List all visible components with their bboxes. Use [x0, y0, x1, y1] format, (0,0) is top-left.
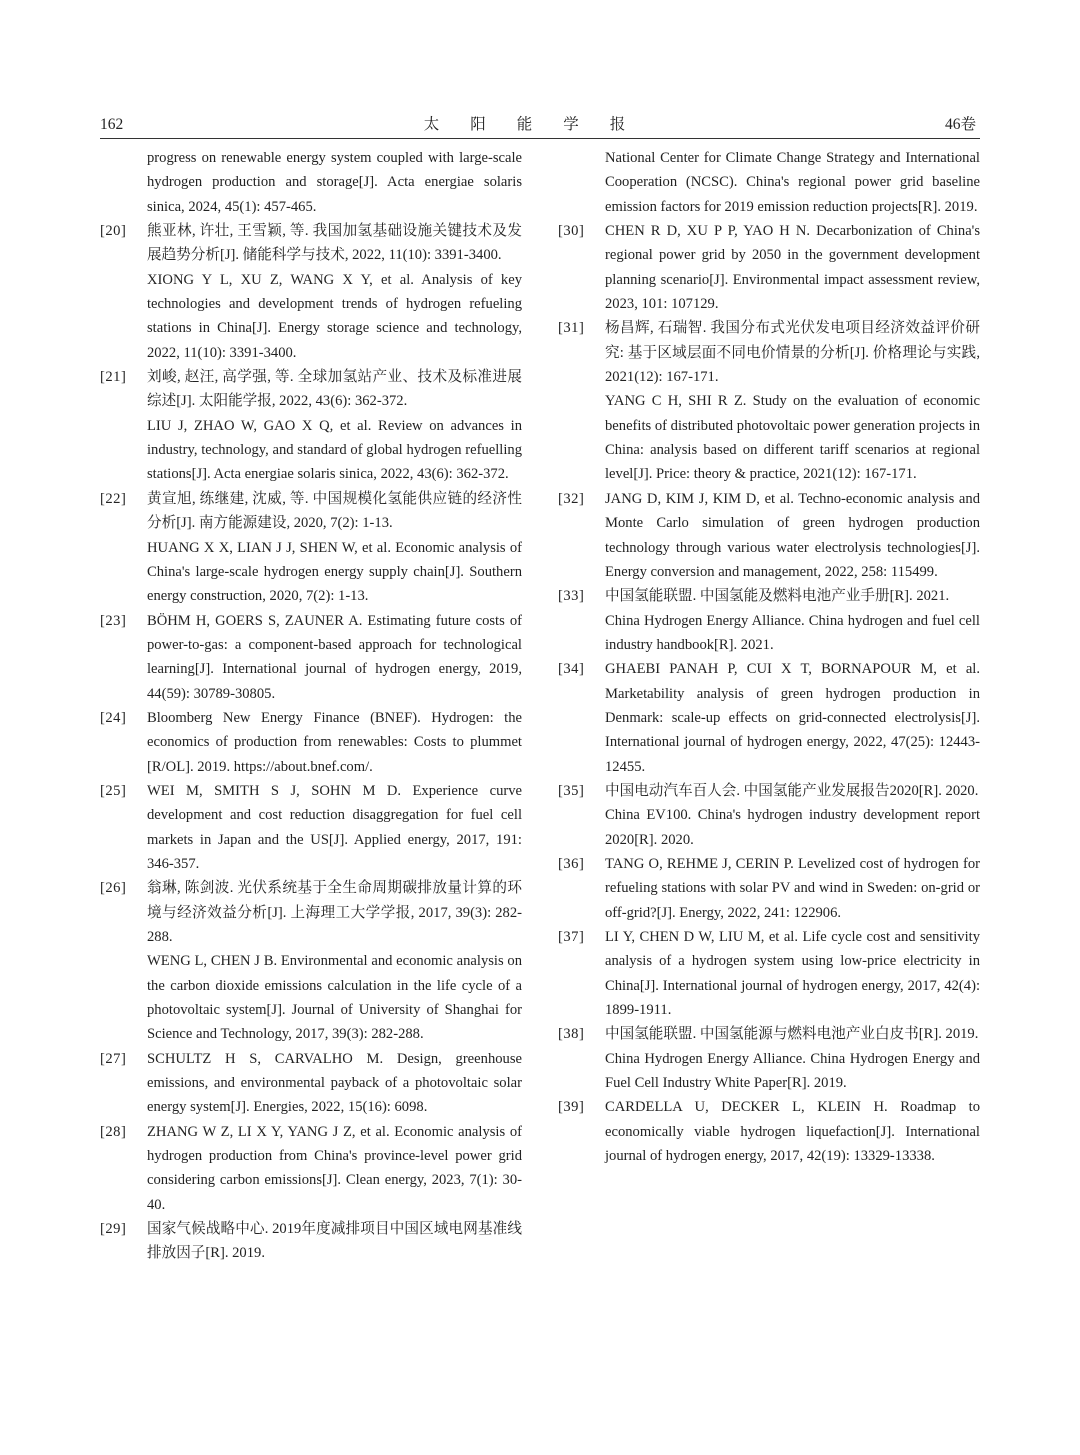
reference-entry — [558, 852, 980, 925]
reference-text: SCHULTZ H S, CARVALHO M. Design, greenhouse emissions, and environmental payback of a photovoltaic solar energy system[J]. Energies, 2022, 15(16): 6098. — [147, 1050, 522, 1116]
reference-number: [37] — [558, 929, 585, 945]
reference-number: [23] — [100, 612, 127, 629]
volume-label: 46卷 — [944, 116, 976, 133]
reference-text: BÖHM H, GOERS S, ZAUNER A. Estimating future costs of power-to-gas: a component-based approach for technological learning[J]. International journal of hydrogen energy, 2019, 44(59): 30789-30805. — [147, 612, 522, 702]
reference-text: China Hydrogen Energy Alliance. China Hydrogen Energy and Fuel Cell Industry White Paper[R]. 2019. — [605, 1050, 980, 1092]
reference-text: National Center for Climate Change Strategy and International Cooperation (NCSC). China's regional power grid baseline emission factors for 2019 emission reduction projects[R]. 2019. — [605, 150, 980, 215]
reference-entry — [558, 487, 980, 584]
reference-entry — [100, 1217, 522, 1266]
reference-text: 中国电动汽车百人会. 中国氢能产业发展报告2020[R]. 2020. — [605, 782, 979, 799]
reference-text: GHAEBI PANAH P, CUI X T, BORNAPOUR M, et al. Marketability analysis of green hydrogen production in Denmark: scale-up effects on grid-connected electrolysis[J]. International journal of hydrogen energy, 2022, 47(25): 12443-12455. — [605, 661, 980, 775]
reference-number: [21] — [100, 369, 127, 386]
reference-text: 杨昌辉, 石瑞智. 我国分布式光伏发电项目经济效益评价研究: 基于区域层面不同电价情景的分析[J]. 价格理论与实践, 2021(12): 167-171. — [605, 320, 980, 386]
reference-entry — [100, 487, 522, 609]
reference-number: [22] — [100, 490, 127, 507]
reference-entry — [558, 657, 980, 779]
reference-text: China Hydrogen Energy Alliance. China hydrogen and fuel cell industry handbook[R]. 2021. — [605, 612, 980, 653]
reference-entry — [100, 609, 522, 706]
reference-number: [27] — [100, 1050, 127, 1067]
reference-entry — [100, 706, 522, 779]
reference-number: [28] — [100, 1123, 127, 1140]
reference-text: 熊亚林, 许壮, 王雪颖, 等. 我国加氢基础设施关键技术及发展趋势分析[J]. 储能科学与技术, 2022, 11(10): 3391-3400. — [147, 223, 522, 264]
reference-text: progress on renewable energy system coupled with large-scale hydrogen production and storage[J]. Acta energiae solaris sinica, 2024, 45(1): 457-465. — [147, 150, 522, 215]
reference-text: WEI M, SMITH S J, SOHN M D. Experience curve development and cost reduction disaggregation for fuel cell markets in Japan and the US[J]. Applied energy, 2017, 191: 346-357. — [147, 782, 522, 872]
reference-entry — [558, 779, 980, 852]
reference-entry — [100, 779, 522, 876]
running-header — [100, 112, 980, 139]
reference-number: [20] — [100, 223, 127, 240]
page-number: 162 — [100, 116, 124, 133]
reference-number: [24] — [100, 709, 127, 726]
reference-text: JANG D, KIM J, KIM D, et al. Techno-economic analysis and Monte Carlo simulation of green hydrogen production technology through various water electrolysis technologies[J]. Energy conversion and management, 2022, 258: 115499. — [605, 490, 980, 580]
reference-number: [36] — [558, 855, 585, 872]
reference-text: LI Y, CHEN D W, LIU M, et al. Life cycle cost and sensitivity analysis of a hydrogen system using low-price electricity in China[J]. International journal of hydrogen energy, 2017, 42(4): 1899-1911. — [605, 929, 980, 1019]
reference-number: [25] — [100, 782, 127, 799]
reference-text: 中国氢能联盟. 中国氢能及燃料电池产业手册[R]. 2021. — [605, 588, 950, 605]
reference-entry — [558, 1095, 980, 1168]
reference-entry — [100, 146, 522, 219]
reference-entry — [100, 1047, 522, 1120]
reference-text: 翁琳, 陈剑波. 光伏系统基于全生命周期碳排放量计算的环境与经济效益分析[J]. 上海理工大学学报, 2017, 39(3): 282-288. — [147, 880, 522, 945]
right-column — [558, 146, 980, 1168]
reference-number: [30] — [558, 223, 585, 240]
reference-text: Bloomberg New Energy Finance (BNEF). Hydrogen: the economics of production from renewables: Costs to plummet [R/OL]. 2019. https://about.bnef.com/. — [147, 709, 522, 775]
reference-number: [29] — [100, 1221, 127, 1238]
reference-text: 刘峻, 赵汪, 高学强, 等. 全球加氢站产业、技术及标准进展综述[J]. 太阳能学报, 2022, 43(6): 362-372. — [147, 369, 522, 410]
reference-number: [39] — [558, 1099, 585, 1116]
reference-text: HUANG X X, LIAN J J, SHEN W, et al. Economic analysis of China's large-scale hydrogen energy supply chain[J]. Southern energy construction, 2020, 7(2): 1-13. — [147, 539, 522, 605]
reference-entry — [558, 925, 980, 1022]
reference-number: [33] — [558, 588, 585, 605]
reference-text: 中国氢能联盟. 中国氢能源与燃料电池产业白皮书[R]. 2019. — [605, 1026, 979, 1043]
reference-text: China EV100. China's hydrogen industry development report 2020[R]. 2020. — [605, 807, 980, 848]
reference-number: [32] — [558, 490, 585, 507]
reference-entry — [558, 1022, 980, 1095]
reference-number: [38] — [558, 1026, 585, 1043]
reference-number: [34] — [558, 661, 585, 678]
reference-text: XIONG Y L, XU Z, WANG X Y, et al. Analysis of key technologies and development trends of hydrogen refueling stations in China[J]. Energy storage science and technology, 2022, 11(10): 3391-3400. — [147, 271, 522, 361]
reference-text: 黄宣旭, 练继建, 沈威, 等. 中国规模化氢能供应链的经济性分析[J]. 南方能源建设, 2020, 7(2): 1-13. — [147, 490, 522, 532]
reference-text: CHEN R D, XU P P, YAO H N. Decarbonization of China's regional power grid by 2050 in the government development planning scenario[J]. Environmental impact assessment review, 2023, 101: 107129. — [605, 223, 980, 313]
reference-entry — [100, 876, 522, 1046]
reference-text: 国家气候战略中心. 2019年度减排项目中国区域电网基准线排放因子[R]. 2019. — [147, 1221, 522, 1262]
reference-text: ZHANG W Z, LI X Y, YANG J Z, et al. Economic analysis of hydrogen production from China's province-level power grid considering carbon emissions[J]. Clean energy, 2023, 7(1): 30-40. — [147, 1123, 522, 1213]
reference-number: [31] — [558, 320, 585, 337]
reference-entry — [558, 146, 980, 219]
reference-entry — [558, 316, 980, 486]
reference-entry — [100, 1120, 522, 1217]
reference-number: [35] — [558, 782, 585, 799]
journal-title: 太阳能学报 — [423, 116, 657, 133]
reference-number: [26] — [100, 880, 127, 897]
reference-entry — [558, 584, 980, 657]
reference-text: WENG L, CHEN J B. Environmental and economic analysis on the carbon dioxide emissions calculation in the life cycle of a photovoltaic system[J]. Journal of University of Shanghai for Science and Technology, 2017, 39(3): 282-288. — [147, 953, 522, 1043]
reference-entry — [100, 365, 522, 487]
reference-text: YANG C H, SHI R Z. Study on the evaluation of economic benefits of distributed photovoltaic power generation projects in China: analysis based on different tariff scenarios at regional level[J]. Price: theory & practice, 2021(12): 167-171. — [605, 393, 980, 483]
reference-entry — [100, 219, 522, 365]
reference-entry — [558, 219, 980, 316]
reference-text: LIU J, ZHAO W, GAO X Q, et al. Review on advances in industry, technology, and standard of global hydrogen refuelling stations[J]. Acta energiae solaris sinica, 2022, 43(6): 362-372. — [147, 417, 522, 483]
left-column — [100, 146, 522, 1266]
reference-text: CARDELLA U, DECKER L, KLEIN H. Roadmap to economically viable hydrogen liquefaction[J]. International journal of hydrogen energy, 2017, 42(19): 13329-13338. — [605, 1099, 980, 1165]
reference-text: TANG O, REHME J, CERIN P. Levelized cost of hydrogen for refueling stations with solar PV and wind in Sweden: on-grid or off-grid?[J]. Energy, 2022, 241: 122906. — [605, 855, 980, 921]
